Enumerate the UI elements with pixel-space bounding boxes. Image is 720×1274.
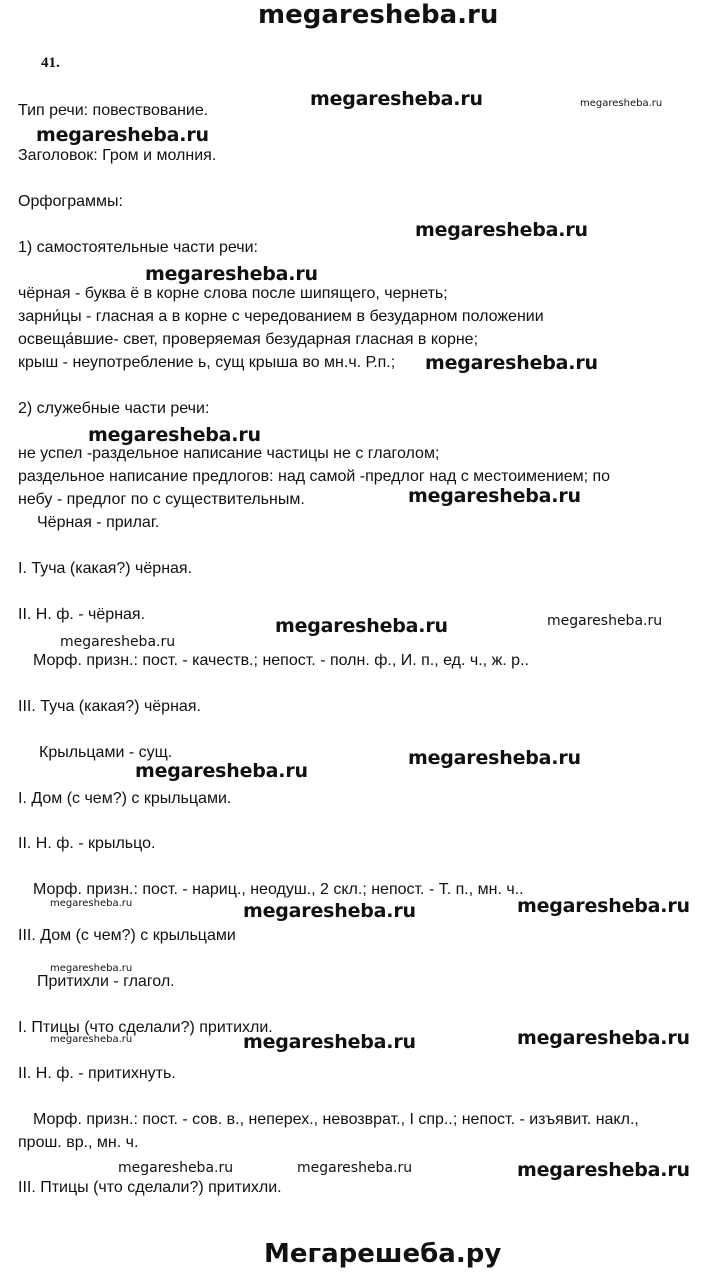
parse-step-2: II. Н. ф. - притихнуть. (18, 1065, 176, 1082)
watermark: megaresheba.ru (275, 615, 448, 637)
orthogram-line: чёрная - буква ё в корне слова после шипящего, чернеть; (18, 285, 448, 302)
watermark: megaresheba.ru (88, 424, 261, 446)
watermark: megaresheba.ru (36, 124, 209, 146)
parse-step-3: III. Туча (какая?) чёрная. (18, 698, 201, 715)
orthogram-line: небу - предлог по с существительным. (18, 491, 305, 508)
watermark: megaresheba.ru (145, 263, 318, 285)
watermark: megaresheba.ru (118, 1160, 234, 1176)
watermark: megaresheba.ru (408, 485, 581, 507)
morph-features: Морф. призн.: пост. - нариц., неодуш., 2 скл.; непост. - Т. п., мн. ч.. (33, 881, 524, 898)
watermark: megaresheba.ru (517, 1159, 690, 1181)
watermark: megaresheba.ru (517, 895, 690, 917)
watermark: megaresheba.ru (425, 352, 598, 374)
parse-step-3: III. Птицы (что сделали?) притихли. (18, 1179, 282, 1196)
word-heading-adjective: Чёрная - прилаг. (37, 514, 160, 531)
watermark: megaresheba.ru (310, 88, 483, 110)
parse-step-2: II. Н. ф. - крыльцо. (18, 835, 156, 852)
morph-features-cont: прош. вр., мн. ч. (18, 1134, 139, 1151)
watermark: megaresheba.ru (415, 219, 588, 241)
morph-features: Морф. призн.: пост. - сов. в., неперех., невозврат., I спр..; непост. - изъявит. накл., (33, 1111, 639, 1128)
orthogram-line: раздельное написание предлогов: над самой -предлог над с местоимением; по (18, 468, 611, 485)
parse-step-3: III. Дом (с чем?) с крыльцами (18, 927, 236, 944)
parse-step-1: I. Дом (с чем?) с крыльцами. (18, 790, 232, 807)
watermark: megaresheba.ru (580, 98, 663, 109)
site-footer: Мегарешеба.ру (264, 1239, 502, 1269)
orthograms-heading: Орфограммы: (18, 193, 123, 210)
orthogram-line: крыш - неупотребление ь, сущ крыша во мн.ч. Р.п.; (18, 354, 396, 371)
watermark: megaresheba.ru (243, 1031, 416, 1053)
watermark: megaresheba.ru (50, 1034, 133, 1045)
watermark: megaresheba.ru (135, 760, 308, 782)
watermark: megaresheba.ru (50, 898, 133, 909)
watermark: megaresheba.ru (297, 1160, 413, 1176)
orthogram-line: освеща́вшие- свет, проверяемая безударная гласная в корне; (18, 331, 479, 348)
site-header: megaresheba.ru (258, 0, 499, 30)
word-heading-noun: Крыльцами - сущ. (39, 744, 173, 761)
watermark: megaresheba.ru (243, 900, 416, 922)
parse-step-2: II. Н. ф. - чёрная. (18, 606, 146, 623)
section-1-heading: 1) самостоятельные части речи: (18, 239, 258, 256)
title-line: Заголовок: Гром и молния. (18, 147, 217, 164)
section-2-heading: 2) служебные части речи: (18, 400, 210, 417)
word-heading-verb: Притихли - глагол. (37, 973, 175, 990)
watermark: megaresheba.ru (408, 747, 581, 769)
watermark: megaresheba.ru (50, 963, 133, 974)
exercise-number: 41. (41, 55, 60, 71)
parse-step-1: I. Туча (какая?) чёрная. (18, 560, 193, 577)
orthogram-line: зарни́цы - гласная а в корне с чередованием в безударном положении (18, 308, 544, 325)
watermark: megaresheba.ru (547, 613, 663, 629)
speech-type-line: Тип речи: повествование. (18, 102, 209, 119)
watermark: megaresheba.ru (517, 1027, 690, 1049)
parse-step-1: I. Птицы (что сделали?) притихли. (18, 1019, 273, 1036)
watermark: megaresheba.ru (60, 634, 176, 650)
morph-features: Морф. призн.: пост. - качеств.; непост. - полн. ф., И. п., ед. ч., ж. р.. (33, 652, 529, 669)
orthogram-line: не успел -раздельное написание частицы не с глаголом; (18, 445, 440, 462)
